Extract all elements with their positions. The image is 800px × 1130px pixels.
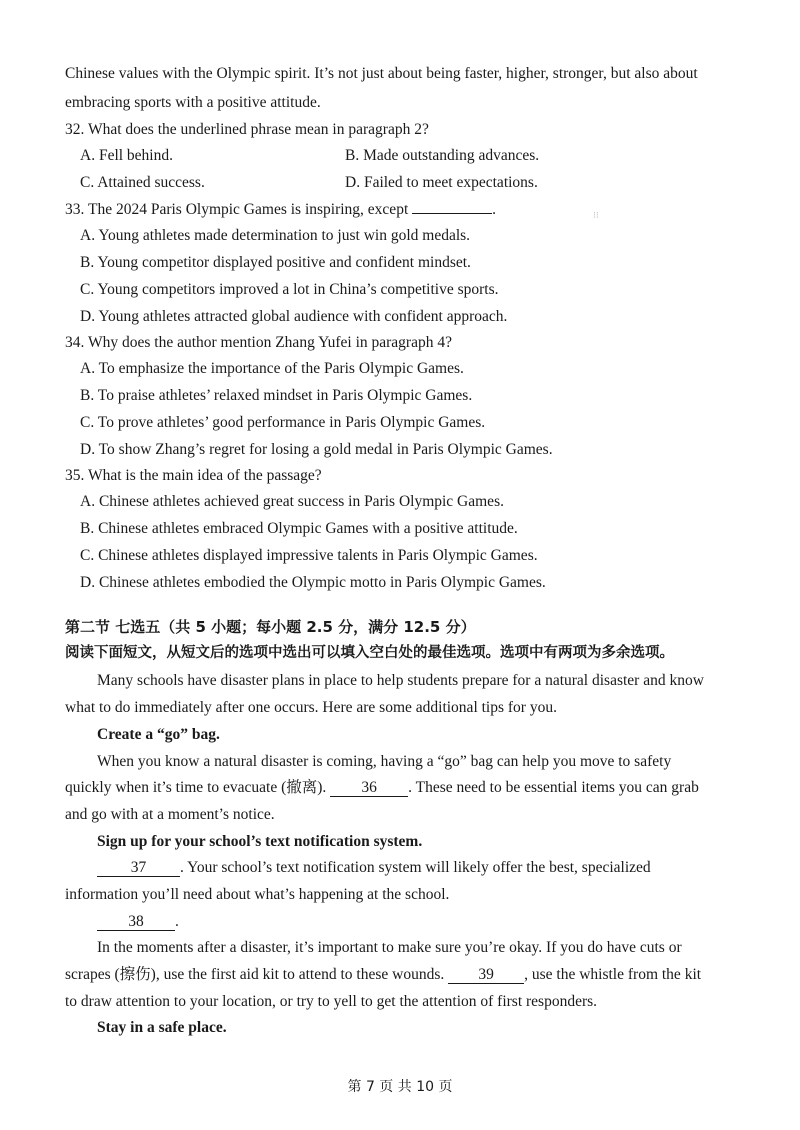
after-disaster-line-3: to draw attention to your location, or try to yell to get the attention of first responders. (65, 993, 598, 1010)
question-34-option-d: D. To show Zhang’s regret for losing a gold medal in Paris Olympic Games. (80, 441, 553, 458)
after-disaster-line-2-end: , use the whistle from the kit (524, 966, 702, 983)
question-34-option-a: A. To emphasize the importance of the Paris Olympic Games. (80, 360, 464, 377)
notification-line-1 (97, 858, 651, 878)
subheading-safe-place: Stay in a safe place. (97, 1019, 227, 1036)
question-35-option-a: A. Chinese athletes achieved great success in Paris Olympic Games. (80, 493, 504, 510)
question-35-option-c: C. Chinese athletes displayed impressive talents in Paris Olympic Games. (80, 547, 538, 564)
question-33-option-b: B. Young competitor displayed positive and confident mindset. (80, 254, 471, 271)
question-35-option-d: D. Chinese athletes embodied the Olympic motto in Paris Olympic Games. (80, 574, 546, 591)
blank-39: 39 (448, 966, 524, 984)
blank-38-period: . (175, 913, 179, 930)
question-32-option-d: D. Failed to meet expectations. (345, 174, 538, 191)
question-33-blank (412, 213, 492, 214)
subheading-blank-38 (97, 912, 179, 932)
passage-2-intro-line-1: Many schools have disaster plans in place to help students prepare for a natural disaster and know (97, 672, 704, 689)
go-bag-line-2-end: . These need to be essential items you can grab (408, 779, 699, 796)
passage-2-intro-line-2: what to do immediately after one occurs. Here are some additional tips for you. (65, 699, 557, 716)
after-disaster-line-1: In the moments after a disaster, it’s important to make sure you’re okay. If you do have cuts or (97, 939, 682, 956)
section-2-instruction: 阅读下面短文，从短文后的选项中选出可以填入空白处的最佳选项。选项中有两项为多余选项。 (65, 645, 674, 661)
question-35-stem: 35. What is the main idea of the passage? (65, 467, 322, 484)
notification-line-1-text: . Your school’s text notification system will likely offer the best, specialized (180, 859, 651, 876)
question-33-option-d: D. Young athletes attracted global audience with confident approach. (80, 308, 508, 325)
blank-38: 38 (97, 913, 175, 931)
question-33-stem-end: . (492, 201, 496, 218)
go-bag-line-1: When you know a natural disaster is coming, having a “go” bag can help you move to safety (97, 753, 672, 770)
subheading-notification: Sign up for your school’s text notification system. (97, 833, 423, 850)
scan-mark: ⁝⁝ (593, 210, 599, 220)
question-33-stem-text: 33. The 2024 Paris Olympic Games is inspiring, except (65, 201, 409, 218)
passage-end-line-1: Chinese values with the Olympic spirit. It’s not just about being faster, higher, stronger, but also about (65, 65, 698, 82)
question-34-option-c: C. To prove athletes’ good performance in Paris Olympic Games. (80, 414, 486, 431)
after-disaster-line-2 (65, 965, 701, 985)
question-33-option-a: A. Young athletes made determination to just win gold medals. (80, 227, 471, 244)
notification-line-2: information you’ll need about what’s happening at the school. (65, 886, 450, 903)
passage-end-line-2: embracing sports with a positive attitude. (65, 94, 321, 111)
page-number: 第 7 页 共 10 页 (347, 1079, 453, 1095)
question-33-option-c: C. Young competitors improved a lot in China’s competitive sports. (80, 281, 499, 298)
question-34-stem: 34. Why does the author mention Zhang Yufei in paragraph 4? (65, 334, 452, 351)
after-disaster-line-2-text: scrapes (擦伤), use the first aid kit to attend to these wounds. (65, 966, 445, 983)
question-33-stem (65, 200, 496, 220)
go-bag-line-2 (65, 778, 699, 798)
question-32-option-b: B. Made outstanding advances. (345, 147, 540, 164)
section-2-heading: 第二节 七选五（共 5 小题；每小题 2.5 分，满分 12.5 分） (65, 618, 476, 636)
go-bag-line-3: and go with at a moment’s notice. (65, 806, 275, 823)
question-34-option-b: B. To praise athletes’ relaxed mindset in Paris Olympic Games. (80, 387, 473, 404)
question-32-option-c: C. Attained success. (80, 174, 205, 191)
subheading-go-bag: Create a “go” bag. (97, 726, 220, 743)
question-35-option-b: B. Chinese athletes embraced Olympic Games with a positive attitude. (80, 520, 518, 537)
blank-36: 36 (330, 779, 408, 797)
go-bag-line-2-text: quickly when it’s time to evacuate (撤离). (65, 779, 327, 796)
blank-37: 37 (97, 859, 180, 877)
question-32-option-a: A. Fell behind. (80, 147, 173, 164)
question-32-stem: 32. What does the underlined phrase mean in paragraph 2? (65, 121, 429, 138)
